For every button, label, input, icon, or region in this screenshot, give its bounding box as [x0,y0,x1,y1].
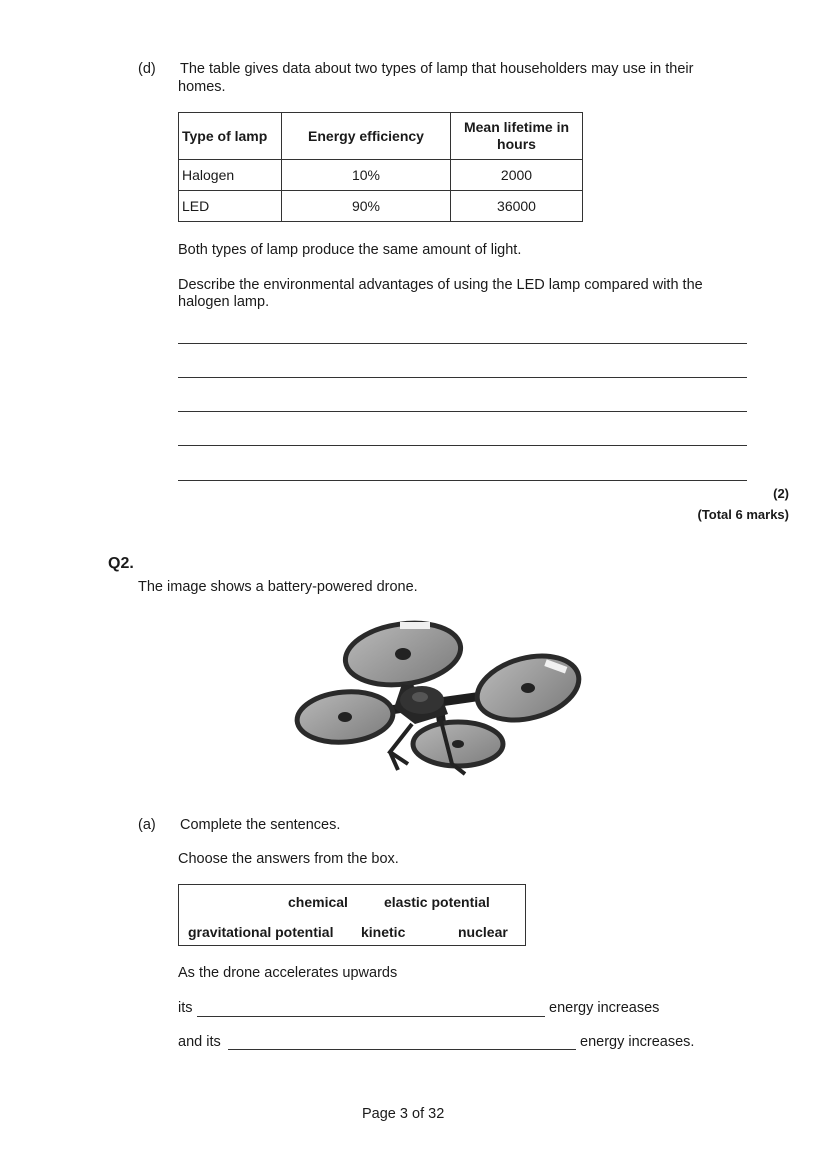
of-label: of [412,1106,425,1122]
part-d-intro-line1: The table gives data about two types of lamp that householders may use in their [180,61,694,77]
part-d-question-line1: Describe the environmental advantages of using the LED lamp compared with the [178,277,703,293]
total-marks-label: (Total 6 marks) [697,507,789,522]
rotor-right [470,646,586,731]
cell-efficiency: 90% [282,191,451,222]
page-footer [362,1106,444,1122]
table-row [179,160,583,191]
q2-intro: The image shows a battery-powered drone. [138,579,418,595]
drone-image [290,612,590,792]
page-label: Page [362,1106,396,1122]
header-mean-lifetime: Mean lifetime in hours [451,113,583,160]
option-gravitational-potential: gravitational potential [188,924,334,940]
cell-efficiency: 10% [282,160,451,191]
option-nuclear: nuclear [458,924,508,940]
line2-prefix: and its [178,1034,221,1050]
sentence-intro: As the drone accelerates upwards [178,965,398,981]
cell-lifetime: 36000 [451,191,583,222]
part-a-instruction: Complete the sentences. [180,817,341,833]
option-kinetic: kinetic [361,924,406,940]
answer-line-2[interactable] [178,377,747,378]
answer-line-1[interactable] [178,343,747,344]
lamp-data-table [178,112,583,222]
question-number: Q2. [108,555,134,572]
blank-line-1[interactable] [197,1016,545,1017]
part-d-statement: Both types of lamp produce the same amount of light. [178,242,522,258]
header-type-of-lamp: Type of lamp [179,113,282,160]
part-d-question-line2: halogen lamp. [178,294,270,310]
part-a-sub-instruction: Choose the answers from the box. [178,851,399,867]
option-chemical: chemical [288,894,348,910]
table-row [179,191,583,222]
part-d-intro-line2: homes. [178,79,226,95]
total-pages: 32 [428,1106,445,1122]
header-energy-efficiency: Energy efficiency [282,113,451,160]
word-choice-box [178,884,526,946]
option-elastic-potential: elastic potential [384,894,490,910]
answer-line-3[interactable] [178,411,747,412]
answer-line-4[interactable] [178,445,747,446]
line1-prefix: its [178,1000,193,1016]
line2-suffix: energy increases. [580,1034,695,1050]
part-a-label: (a) [138,817,156,833]
table-header-row [179,113,583,160]
rotor-left [295,688,395,746]
cell-lamp-type: LED [179,191,282,222]
cell-lifetime: 2000 [451,160,583,191]
cell-lamp-type: Halogen [179,160,282,191]
rotor-bottom [413,722,503,766]
blank-line-2[interactable] [228,1049,576,1050]
page-number: 3 [399,1106,408,1122]
rotor-top [341,616,464,692]
part-d-label: (d) [138,61,156,77]
line1-suffix: energy increases [549,1000,660,1016]
answer-line-5[interactable] [178,480,747,481]
marks-label: (2) [773,486,789,501]
